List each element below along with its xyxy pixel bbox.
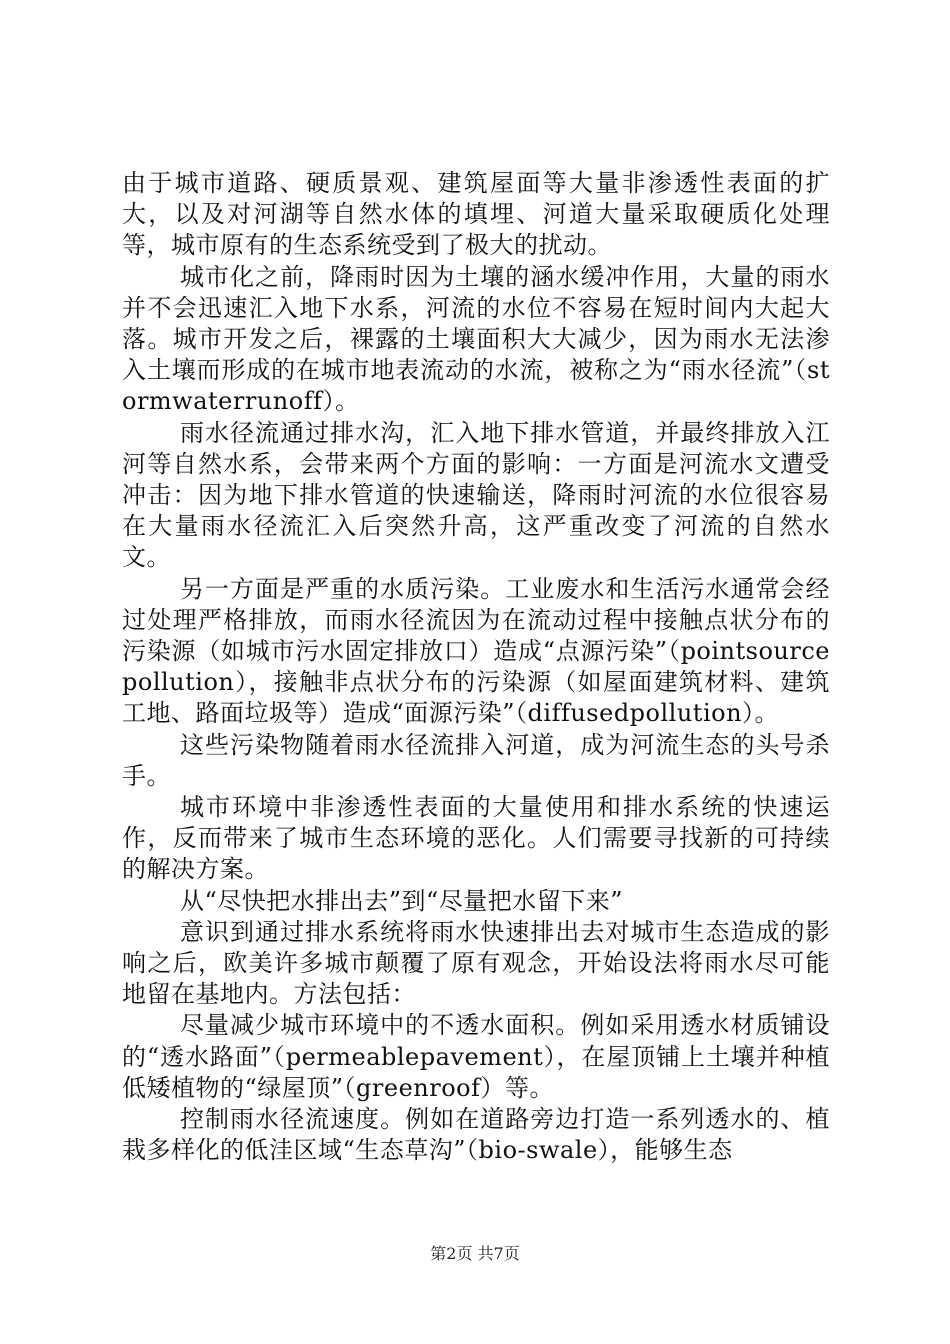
section-heading: 从“尽快把水排出去”到“尽量把水留下来”	[180, 886, 624, 915]
paragraph-1: 由于城市道路、硬质景观、建筑屋面等大量非渗透性表面的扩大，以及对河湖等自然水体的填埋、河道大量采取硬质化处理等，城市原有的生态系统受到了极大的扰动。	[122, 169, 830, 260]
document-body	[122, 168, 830, 1167]
paragraph-2: 城市化之前，降雨时因为土壤的涵水缓冲作用，大量的雨水并不会迅速汇入地下水系，河流的水位不容易在短时间内大起大落。城市开发之后，裸露的土壤面积大大减少，因为雨水无法渗入土壤而形成的在城市地表流动的水流，被称之为“雨水径流”（stormwaterrunoff）。	[122, 262, 830, 416]
paragraph-7: 意识到通过排水系统将雨水快速排出去对城市生态造成的影响之后，欧美许多城市颠覆了原有观念，开始设法将雨水尽可能地留在基地内。方法包括：	[122, 917, 830, 1009]
paragraph-9: 控制雨水径流速度。例如在道路旁边打造一系列透水的、植栽多样化的低洼区域“生态草沟”（bio-swale），能够生态	[122, 1105, 830, 1165]
paragraph-6: 城市环境中非渗透性表面的大量使用和排水系统的快速运作，反而带来了城市生态环境的恶化。人们需要寻找新的可持续的解决方案。	[122, 793, 830, 884]
paragraph-3: 雨水径流通过排水沟，汇入地下排水管道，并最终排放入江河等自然水系，会带来两个方面的影响：一方面是河流水文遭受冲击：因为地下排水管道的快速输送，降雨时河流的水位很容易在大量雨水径流汇入后突然升高，这严重改变了河流的自然水文。	[122, 418, 830, 572]
paragraph-5: 这些污染物随着雨水径流排入河道，成为河流生态的头号杀手。	[122, 730, 830, 790]
page-footer: 第2页 共7页	[430, 1244, 520, 1263]
paragraph-4: 另一方面是严重的水质污染。工业废水和生活污水通常会经过处理严格排放，而雨水径流因为在流动过程中接触点状分布的污染源（如城市污水固定排放口）造成“点源污染”（pointsourcepollution），接触非点状分布的污染源（如屋面建筑材料、建筑工地、路面垃圾等）造成“面源污染”（diffusedpollution）。	[122, 574, 830, 728]
paragraph-8: 尽量减少城市环境中的不透水面积。例如采用透水材质铺设的“透水路面”（permeablepavement），在屋顶铺上土壤并种植低矮植物的“绿屋顶”（greenroof）等。	[122, 1011, 830, 1102]
